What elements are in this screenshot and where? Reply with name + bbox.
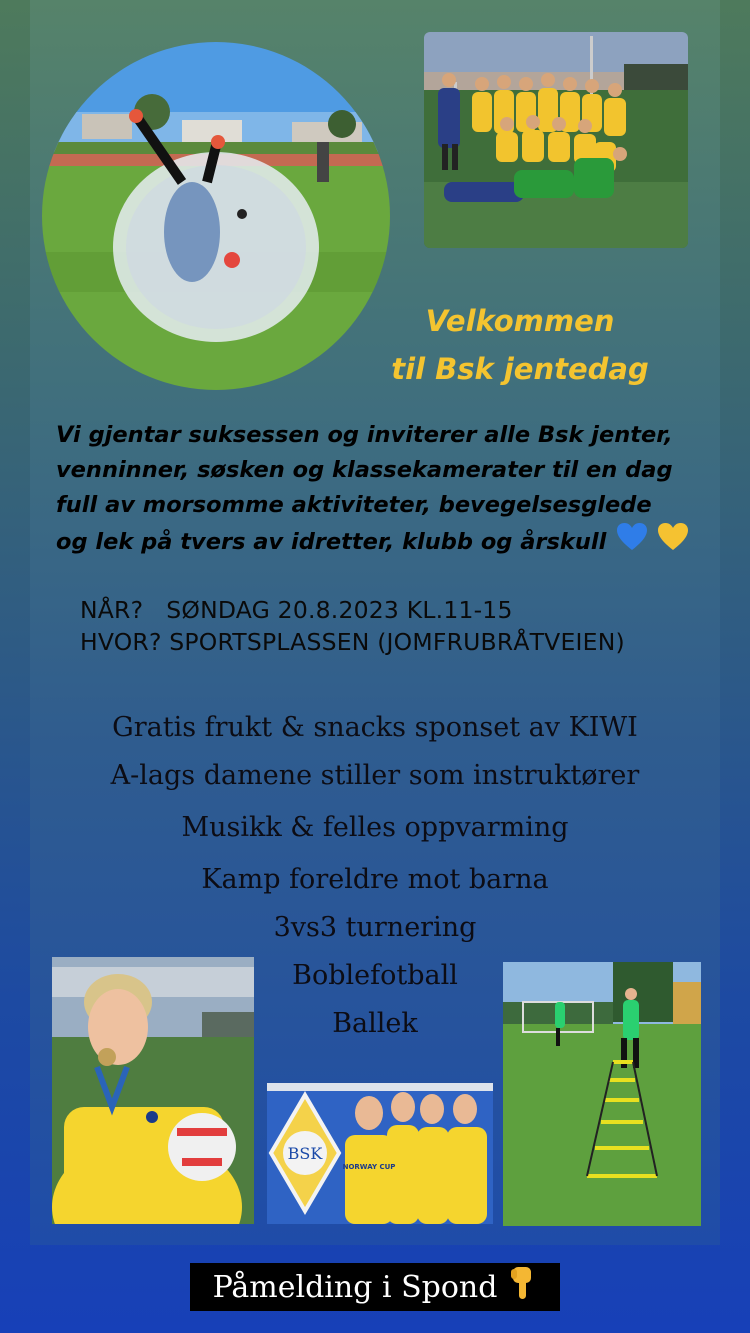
activity-item: Musikk & felles oppvarming <box>181 812 569 843</box>
intro-line: full av morsomme aktiviteter, bevegelsesglede <box>56 492 652 518</box>
svg-text:NORWAY CUP: NORWAY CUP <box>342 1163 396 1171</box>
welcome-title-line1: Velkommen <box>425 304 615 338</box>
blue-heart-icon <box>617 523 647 562</box>
event-where: HVOR? SPORTSPLASSEN (JOMFRUBRÅTVEIEN) <box>80 628 625 656</box>
signup-banner <box>190 1263 560 1311</box>
pointing-down-hand-icon <box>507 1265 537 1309</box>
svg-text:BSK: BSK <box>287 1144 323 1163</box>
intro-line: og lek på tvers av idretter, klubb og årskull <box>56 523 716 562</box>
welcome-title-line2: til Bsk jentedag <box>391 352 649 386</box>
team-photo <box>424 32 688 248</box>
yellow-heart-icon <box>658 523 688 562</box>
bubble-football-photo <box>42 42 390 390</box>
activity-item: 3vs3 turnering <box>273 912 477 943</box>
agility-drill-photo <box>503 962 701 1226</box>
intro-paragraph <box>56 418 716 562</box>
activity-item: Kamp foreldre mot barna <box>201 864 549 895</box>
players-with-crest-photo <box>267 1083 493 1224</box>
activity-item: Boblefotball <box>292 960 458 991</box>
activity-item: Gratis frukt & snacks sponset av KIWI <box>112 712 638 743</box>
event-when: NÅR? SØNDAG 20.8.2023 KL.11-15 <box>80 596 513 624</box>
girl-with-ball-photo <box>52 957 254 1224</box>
intro-line: Vi gjentar suksessen og inviterer alle Bsk jenter, <box>56 422 673 448</box>
signup-label: Påmelding i Spond <box>212 1269 498 1305</box>
activity-item: A-lags damene stiller som instruktører <box>110 760 640 791</box>
intro-line: venninner, søsken og klassekamerater til en dag <box>56 457 673 483</box>
activity-item: Ballek <box>332 1008 418 1039</box>
